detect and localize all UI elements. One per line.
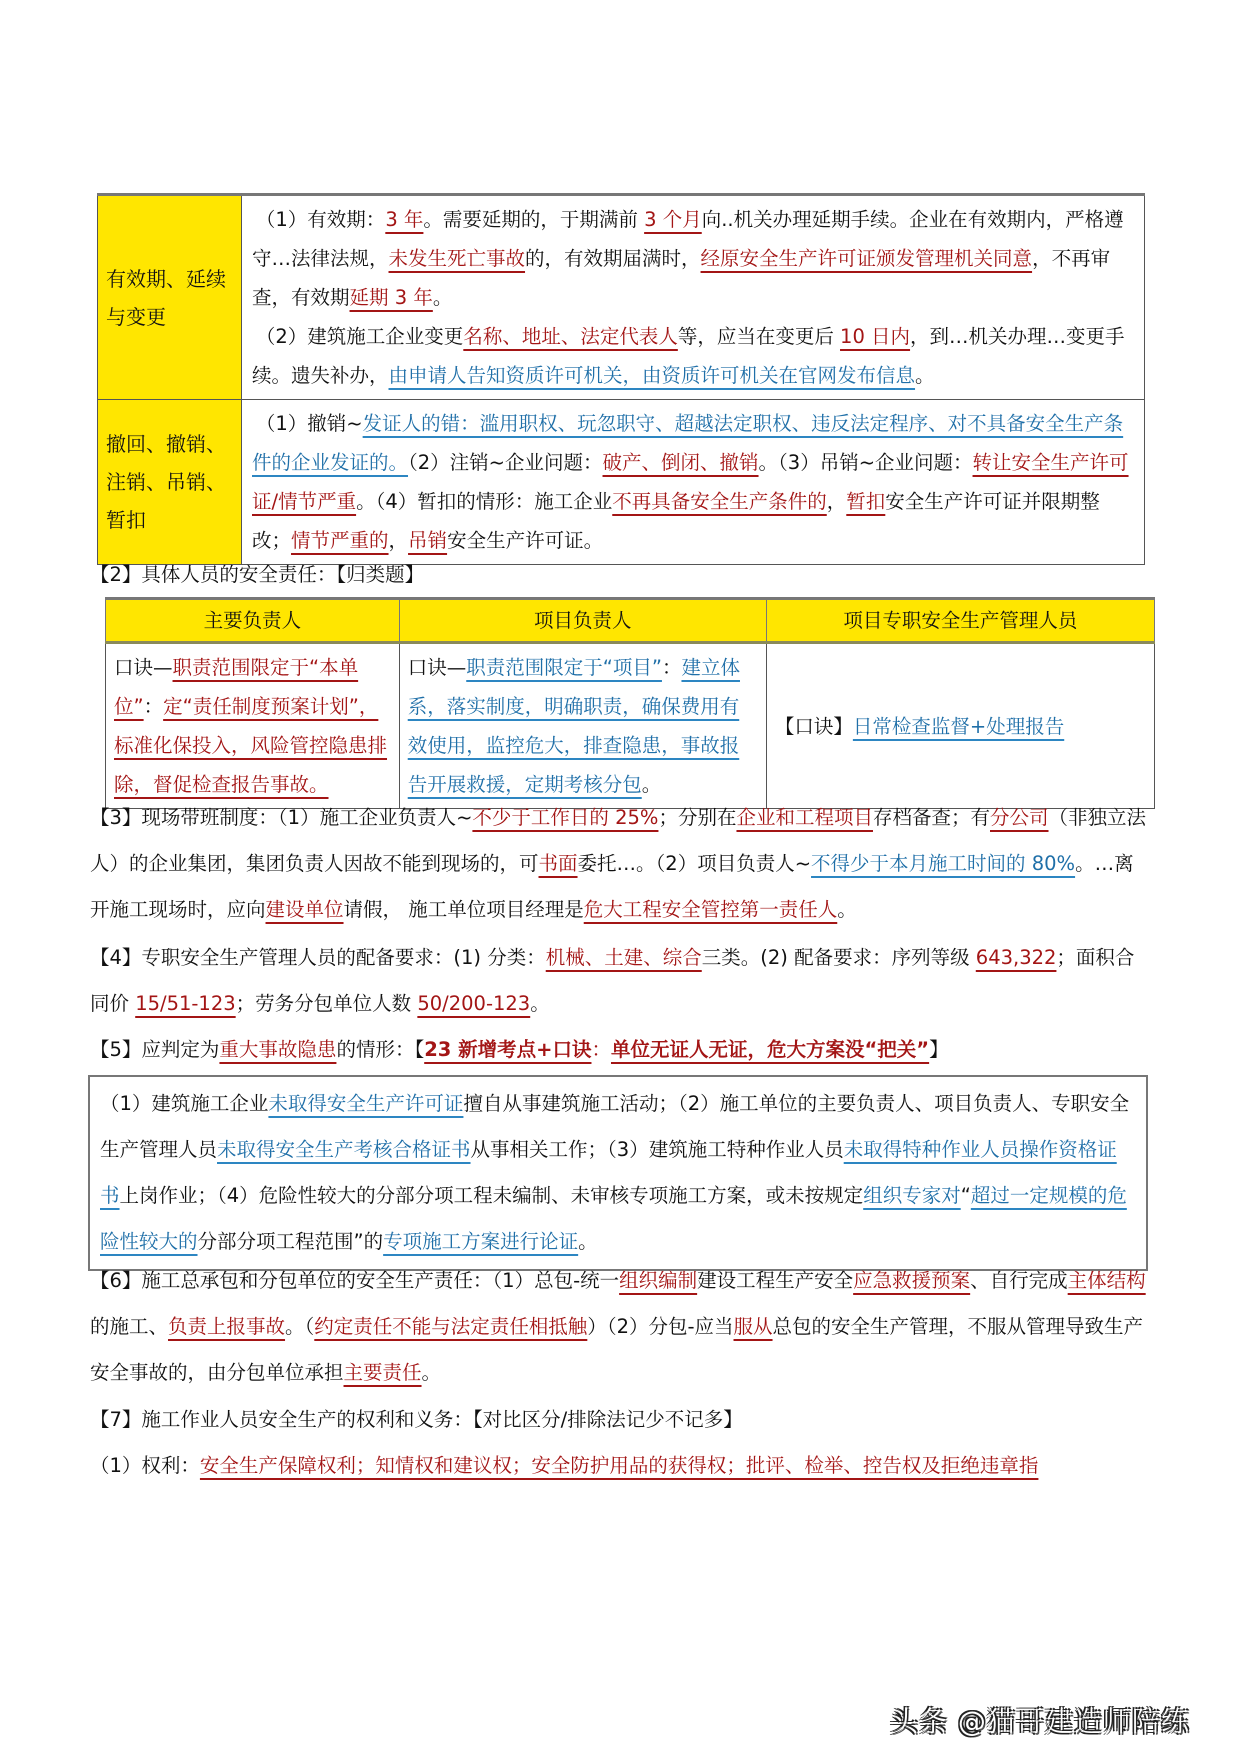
text: 口诀—	[407, 656, 467, 679]
text: 【口诀】	[774, 714, 853, 738]
highlight: 643,322	[975, 946, 1057, 969]
section-4	[90, 935, 1150, 1027]
text: 【6】施工总承包和分包单位的安全生产责任：（1）总包-统一	[90, 1269, 620, 1292]
text: “	[960, 1184, 971, 1207]
highlight: 服从	[733, 1315, 773, 1338]
section-7-rights	[90, 1443, 1150, 1489]
highlight: 重大事故隐患	[219, 1038, 337, 1061]
highlight: 超过一定规模的危险性较大的	[100, 1184, 1127, 1253]
text: 委托…。（2）项目负责人~	[577, 852, 812, 875]
highlight: 不再具备安全生产条件的	[612, 490, 827, 513]
text: 。（	[285, 1315, 315, 1338]
text: 擅自从事建筑施工活动；（2）施工单位的主要负责人、项目负责人、专职安全生产管理人员	[100, 1092, 1130, 1161]
paragraph	[252, 404, 1134, 560]
text: 。…离开施工现场时，应向	[90, 852, 1134, 921]
highlight: 转让安全生产许可证/情节严重	[252, 451, 1129, 513]
highlight: 3 年	[385, 208, 424, 231]
text: ，到…机关办理…变更手续。遗失补办，	[252, 325, 1125, 387]
cell-main-leader	[106, 643, 400, 809]
row-label: 有效期、延续与变更	[98, 195, 242, 400]
cell-safety-officer	[766, 643, 1154, 809]
row-label: 撤回、撤销、注销、吊销、暂扣	[98, 400, 242, 565]
text: ；面积合同价	[90, 946, 1135, 1015]
text: 口诀—	[114, 656, 173, 679]
license-table	[97, 193, 1145, 565]
text: ：	[661, 656, 682, 679]
highlight: 主体结构	[1067, 1269, 1146, 1292]
highlight: 未取得安全生产考核合格证书	[217, 1138, 471, 1161]
highlight: 50/200-123	[417, 992, 531, 1015]
highlight: 企业和工程项目	[736, 806, 873, 829]
text: 。	[530, 992, 550, 1015]
highlight: 机械、土建、综合	[545, 946, 702, 969]
highlight: 吊销	[408, 529, 448, 552]
highlight: 建立体系，落实制度，明确职责，确保费用有效使用，监控危大，排查隐患，事故报告开展救援，定期考核分包	[407, 656, 740, 796]
highlight: 未发生死亡事故	[388, 247, 526, 270]
text: 向..机关办理延期手续。企业在有效期内，严格遵守…法律法规，	[252, 208, 1124, 270]
text: 。	[915, 364, 935, 387]
column-header: 项目负责人	[399, 599, 766, 643]
highlight: 建设单位	[265, 898, 344, 921]
text: ，	[388, 529, 409, 552]
text: （2）注销~企业问题：	[408, 451, 603, 474]
text: （2）建筑施工企业变更	[255, 325, 464, 348]
highlight: 主要责任	[343, 1361, 422, 1384]
highlight: 安全生产保障权利；知情权和建议权；安全防护用品的获得权；批评、检举、控告权及拒绝违章指	[199, 1454, 1039, 1477]
column-header: 项目专职安全生产管理人员	[766, 599, 1154, 643]
text: ：	[143, 695, 164, 718]
text: 。	[837, 898, 857, 921]
section-3	[90, 795, 1150, 933]
text: 总包的安全生产管理，不服从管理导致生产安全事故的，由分包单位承担	[90, 1315, 1144, 1384]
highlight: 名称、地址、法定代表人	[463, 325, 678, 348]
text: 【5】应判定为	[90, 1038, 220, 1061]
highlight: 负责上报事故	[168, 1315, 286, 1338]
text: ，	[826, 490, 847, 513]
text: 。（3）吊销~企业问题：	[758, 451, 973, 474]
table-row	[98, 400, 1145, 565]
text: 上岗作业；（4）危险性较大的分部分项工程未编制、未审核专项施工方案，或未按规定	[119, 1184, 864, 1207]
section-2-heading: 【2】具体人员的安全责任：【归类题】	[90, 563, 425, 586]
text: 【4】专职安全生产管理人员的配备要求：(1) 分类：	[90, 946, 546, 969]
highlight: 组织专家对	[863, 1184, 961, 1207]
highlight: 危大工程安全管控第一责任人	[583, 898, 838, 921]
highlight: 23 新增考点+口诀	[424, 1038, 592, 1061]
text: 建设工程生产安全	[697, 1269, 854, 1292]
highlight: 情节严重的	[291, 529, 389, 552]
highlight: 专项施工方案进行论证	[383, 1230, 579, 1253]
highlight: 延期 3 年	[349, 286, 433, 309]
text: 的情形：【	[336, 1038, 425, 1061]
watermark: 头条 @猫哥建造师陪练	[890, 1705, 1190, 1738]
text: （1）权利：	[90, 1454, 200, 1477]
text: 、自行完成	[970, 1269, 1068, 1292]
text: 的施工、	[90, 1315, 169, 1338]
text: ，不再审查，有效期	[252, 247, 1111, 309]
text: ；劳务分包单位人数	[235, 992, 418, 1015]
column-header: 主要负责人	[106, 599, 400, 643]
text: 】	[929, 1038, 949, 1061]
highlight: 职责范围限定于“本单位”	[114, 656, 359, 718]
highlight: 10 日内	[840, 325, 911, 348]
responsibility-table	[105, 597, 1155, 809]
highlight: 书面	[538, 852, 578, 875]
text: 安全生产许可证。	[447, 529, 604, 552]
highlight: 发证人的错：滥用职权、玩忽职守、超越法定职权、违反法定程序、对不具备安全生产条件的企业发证的。	[252, 412, 1124, 474]
highlight: 单位无证人无证，危大方案没“把关”	[610, 1038, 930, 1061]
table-header-row	[106, 599, 1155, 643]
text: ：	[591, 1038, 611, 1061]
text: 。	[641, 773, 662, 796]
highlight: 未取得安全生产许可证	[268, 1092, 464, 1115]
text: 安全生产许可证并限期整改；	[252, 490, 1100, 552]
text: 请假， 施工单位项目经理是	[343, 898, 584, 921]
cell-project-leader	[399, 643, 766, 809]
paragraph	[252, 317, 1134, 395]
major-hazard-box	[88, 1075, 1148, 1271]
highlight: 不得少于本月施工时间的 80%	[811, 852, 1076, 875]
text: ）（2）分包-应当	[587, 1315, 734, 1338]
text: 存档备查；有	[872, 806, 990, 829]
text: ；分别在	[658, 806, 737, 829]
table-row	[98, 195, 1145, 400]
highlight: 职责范围限定于“项目”	[466, 656, 662, 679]
section-5	[90, 1027, 1150, 1073]
text: 的，有效期届满时，	[525, 247, 701, 270]
highlight: 分公司	[990, 806, 1049, 829]
row-content	[242, 400, 1145, 565]
highlight: 定“责任制度预案计划”，标准化保投入，风险管控隐患排除，督促检查报告事故。	[114, 695, 388, 796]
section-6	[90, 1258, 1150, 1396]
paragraph	[252, 200, 1134, 317]
highlight: 暂扣	[846, 490, 886, 513]
text: 。	[432, 286, 453, 309]
highlight: 日常检查监督+处理报告	[852, 714, 1065, 738]
text: 。需要延期的，于期满前	[423, 208, 645, 231]
text: （非独立法人）的企业集团，集团负责人因故不能到现场的，可	[90, 806, 1147, 875]
text: （1）有效期：	[255, 208, 386, 231]
highlight: 应急救援预案	[853, 1269, 971, 1292]
table-row	[106, 643, 1155, 809]
highlight: 3 个月	[644, 208, 702, 231]
section-7-heading: 【7】施工作业人员安全生产的权利和义务：【对比区分/排除法记少不记多】	[90, 1408, 743, 1431]
highlight: 约定责任不能与法定责任相抵触	[314, 1315, 588, 1338]
highlight: 未取得特种作业人员操作资格证书	[100, 1138, 1117, 1207]
text: 三类。(2) 配备要求：序列等级	[701, 946, 976, 969]
text: （1）撤销~	[255, 412, 363, 435]
text: 等，应当在变更后	[677, 325, 841, 348]
highlight: 破产、倒闭、撤销	[602, 451, 759, 474]
row-content	[242, 195, 1145, 400]
text: 从事相关工作；（3）建筑施工特种作业人员	[470, 1138, 844, 1161]
text: 分部分项工程范围”的	[197, 1230, 384, 1253]
highlight: 15/51-123	[135, 992, 236, 1015]
text: （1）建筑施工企业	[100, 1092, 269, 1115]
highlight: 不少于工作日的 25%	[472, 806, 659, 829]
text: 【3】现场带班制度：（1）施工企业负责人~	[90, 806, 473, 829]
highlight: 由申请人告知资质许可机关，由资质许可机关在官网发布信息	[388, 364, 916, 387]
text: 。（4）暂扣的情形：施工企业	[356, 490, 613, 513]
highlight: 经原安全生产许可证颁发管理机关同意	[700, 247, 1033, 270]
text: 。	[578, 1230, 598, 1253]
highlight: 组织编制	[619, 1269, 698, 1292]
text: 。	[421, 1361, 442, 1384]
